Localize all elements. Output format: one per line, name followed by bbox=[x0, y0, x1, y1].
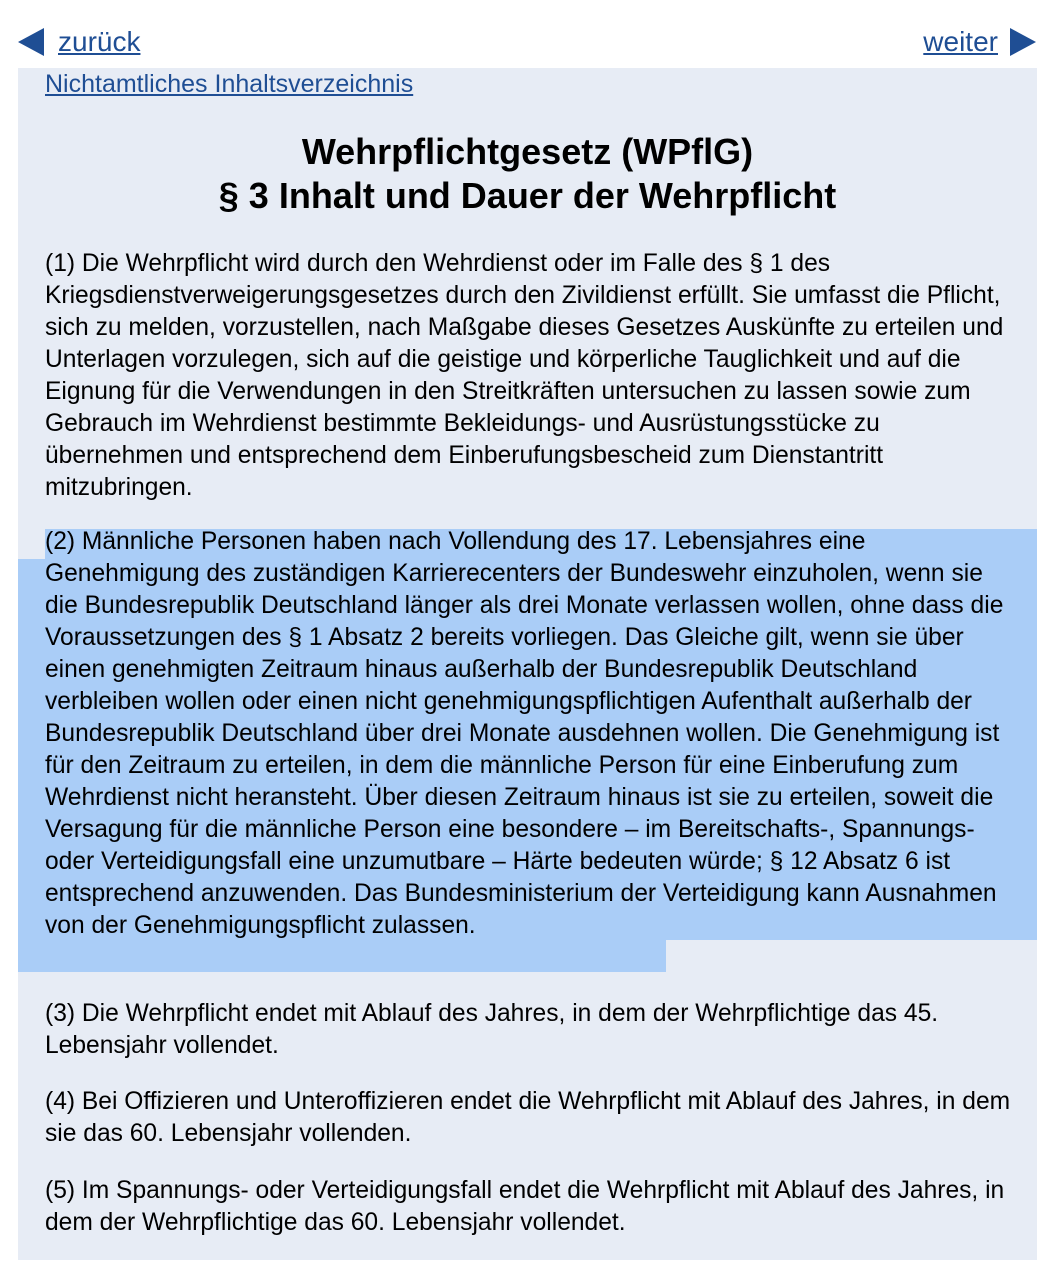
paragraph-5: (5) Im Spannungs- oder Verteidigungsfall endet die Wehrpflicht mit Ablauf des Jahres, in dem der Wehrpflichtige das 60. Lebensjahr vollendet. bbox=[45, 1177, 1005, 1236]
next-link[interactable]: weiter bbox=[923, 26, 998, 57]
content-panel bbox=[18, 68, 1037, 1260]
law-title: Wehrpflichtgesetz (WPflG) bbox=[301, 131, 754, 172]
section-title: § 3 Inhalt und Dauer der Wehrpflicht bbox=[218, 175, 837, 216]
nav-next[interactable] bbox=[923, 22, 1036, 62]
nav-prev[interactable] bbox=[18, 22, 140, 62]
paragraph-2: (2) Männliche Personen haben nach Vollendung des 17. Lebensjahres eine Genehmigung des zuständigen Karrierecenters der Bundeswehr einzuholen, wenn sie die Bundesrepublik Deutschland länger als drei Monate verlassen wollen, ohne dass die Voraussetzungen des § 1 Absatz 2 bereits vorliegen. Das Gleiche gilt, wenn sie über einen genehmigten Zeitraum hinaus außerhalb der Bundesrepublik Deutschland verbleiben wollen oder einen nicht genehmigungspflichtigen Aufenthalt außerhalb der Bundesrepublik Deutschland über drei Monate ausdehnen wollen. Die Genehmigung ist für den Zeitraum zu erteilen, in dem die männliche Person für eine Einberufung zum Wehrdienst nicht heransteht. Über diesen Zeitraum hinaus ist sie zu erteilen, soweit die Versagung für die männliche Person eine besondere – im Bereitschafts-, Spannungs- oder Verteidigungsfall eine unzumutbare – Härte bedeuten würde; § 12 Absatz 6 ist entsprechend anzuwenden. Das Bundesministerium der Verteidigung kann Ausnahmen von der Genehmigungspflicht zulassen. bbox=[45, 528, 1004, 939]
paragraph-4: (4) Bei Offizieren und Unteroffizieren endet die Wehrpflicht mit Ablauf des Jahres, in dem sie das 60. Lebensjahr vollenden. bbox=[45, 1088, 1011, 1147]
paragraph-1: (1) Die Wehrpflicht wird durch den Wehrdienst oder im Falle des § 1 des Kriegsdienstverweigerungsgesetzes durch den Zivildienst erfüllt. Sie umfasst die Pflicht, sich zu melden, vorzustellen, nach Maßgabe dieses Gesetzes Auskünfte zu erteilen und Unterlagen vorzulegen, sich auf die geistige und körperliche Tauglichkeit und auf die Eignung für die Verwendungen in den Streitkräften untersuchen zu lassen sowie zum Gebrauch im Wehrdienst bestimmte Bekleidungs- und Ausrüstungsstücke zu übernehmen und entsprechend dem Einberufungsbescheid zum Dienstantritt mitzubringen. bbox=[45, 250, 1004, 501]
page-title bbox=[18, 130, 1037, 218]
paragraph-3: (3) Die Wehrpflicht endet mit Ablauf des Jahres, in dem der Wehrpflichtige das 45. Lebensjahr vollendet. bbox=[45, 1000, 939, 1059]
arrow-left-icon[interactable] bbox=[18, 28, 44, 56]
back-link[interactable]: zurück bbox=[58, 26, 141, 57]
table-of-contents-link[interactable]: Nichtamtliches Inhaltsverzeichnis bbox=[45, 70, 414, 98]
selection-highlight-bottom bbox=[18, 940, 666, 972]
arrow-right-icon[interactable] bbox=[1010, 28, 1036, 56]
